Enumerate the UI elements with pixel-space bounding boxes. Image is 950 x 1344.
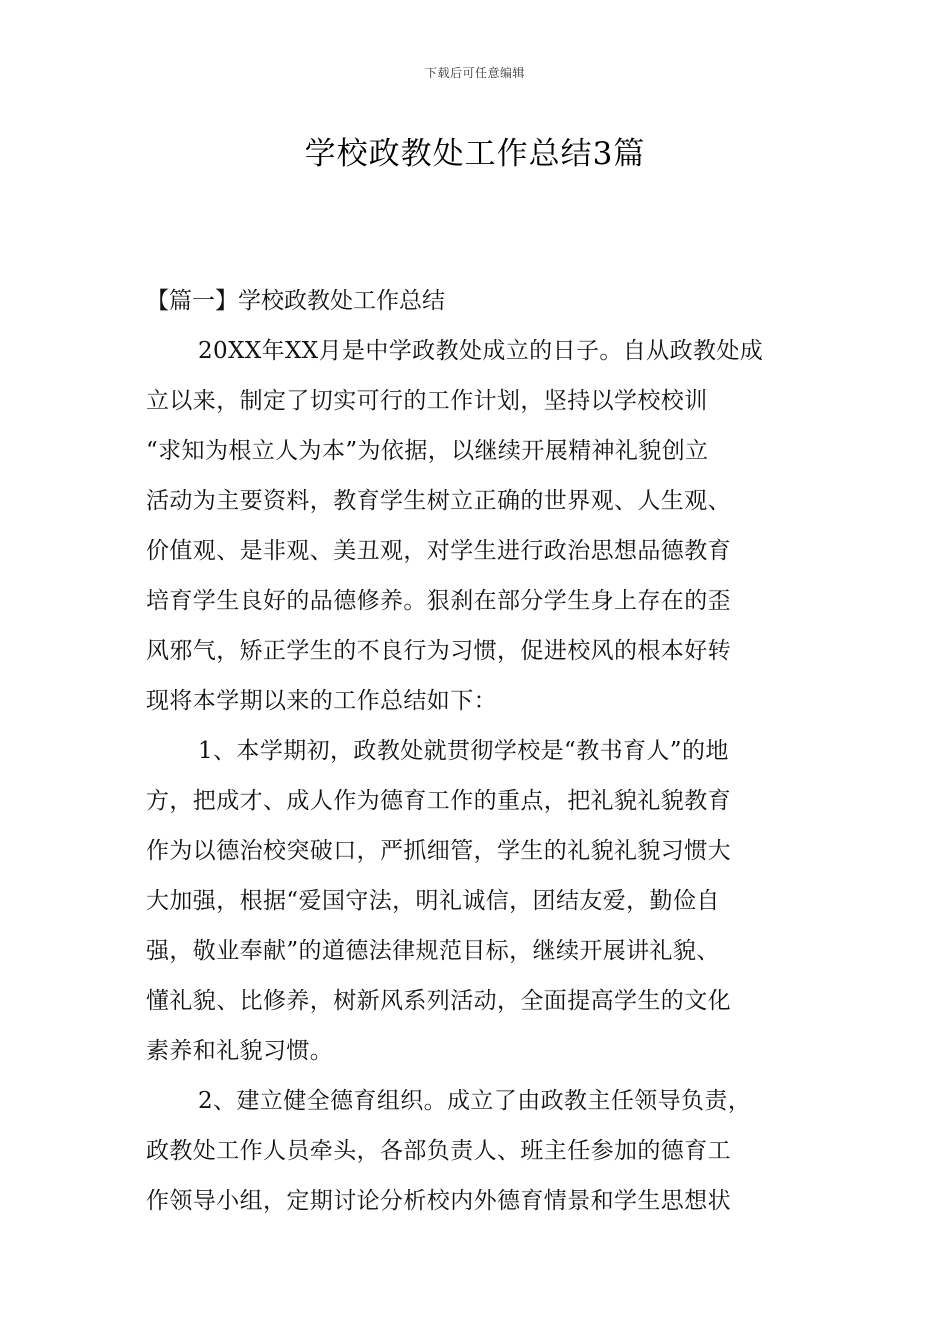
paragraph-line: 风邪气，矫正学生的不良行为习惯，促进校风的根本好转 (146, 638, 731, 664)
paragraph-line: 2、建立健全德育组织。成立了由政教主任领导负责， (198, 1088, 752, 1114)
header-note: 下载后可任意编辑 (424, 66, 525, 80)
paragraph-line: 现将本学期以来的工作总结如下： (146, 688, 497, 714)
paragraph-line: 素养和礼貌习惯。 (146, 1038, 334, 1064)
section-heading: 【篇一】学校政教处工作总结 (146, 288, 445, 314)
document-title: 学校政教处工作总结3篇 (304, 136, 646, 172)
paragraph-3 (146, 1076, 811, 1226)
paragraph-line: 作领导小组，定期讨论分析校内外德育情景和学生思想状 (146, 1188, 731, 1214)
paragraph-2 (146, 726, 811, 1076)
paragraph-line: 20XX年XX月是中学政教处成立的日子。自从政教处成 (198, 338, 764, 364)
paragraph-line: 懂礼貌、比修养，树新风系列活动，全面提高学生的文化 (146, 988, 731, 1014)
paragraph-line: 政教处工作人员牵头，各部负责人、班主任参加的德育工 (146, 1138, 731, 1164)
paragraph-line: 培育学生良好的品德修养。狠刹在部分学生身上存在的歪 (146, 588, 731, 614)
paragraph-line: 活动为主要资料，教育学生树立正确的世界观、人生观、 (146, 488, 731, 514)
paragraph-line: 强，敬业奉献”的道德法律规范目标，继续开展讲礼貌、 (146, 938, 720, 964)
paragraph-line: 价值观、是非观、美丑观，对学生进行政治思想品德教育 (146, 538, 731, 564)
paragraph-line: 作为以德治校突破口，严抓细管，学生的礼貌礼貌习惯大 (146, 838, 731, 864)
paragraph-line: 方，把成才、成人作为德育工作的重点，把礼貌礼貌教育 (146, 788, 731, 814)
document-body (146, 276, 811, 1226)
paragraph-line: 大加强，根据“爱国守法，明礼诚信，团结友爱，勤俭自 (146, 888, 720, 914)
paragraph-line: “求知为根立人为本”为依据，以继续开展精神礼貌创立 (146, 438, 709, 464)
paragraph-line: 立以来，制定了切实可行的工作计划，坚持以学校校训 (146, 388, 708, 414)
paragraph-1 (146, 326, 811, 726)
paragraph-line: 1、本学期初，政教处就贯彻学校是“教书育人”的地 (198, 738, 729, 764)
